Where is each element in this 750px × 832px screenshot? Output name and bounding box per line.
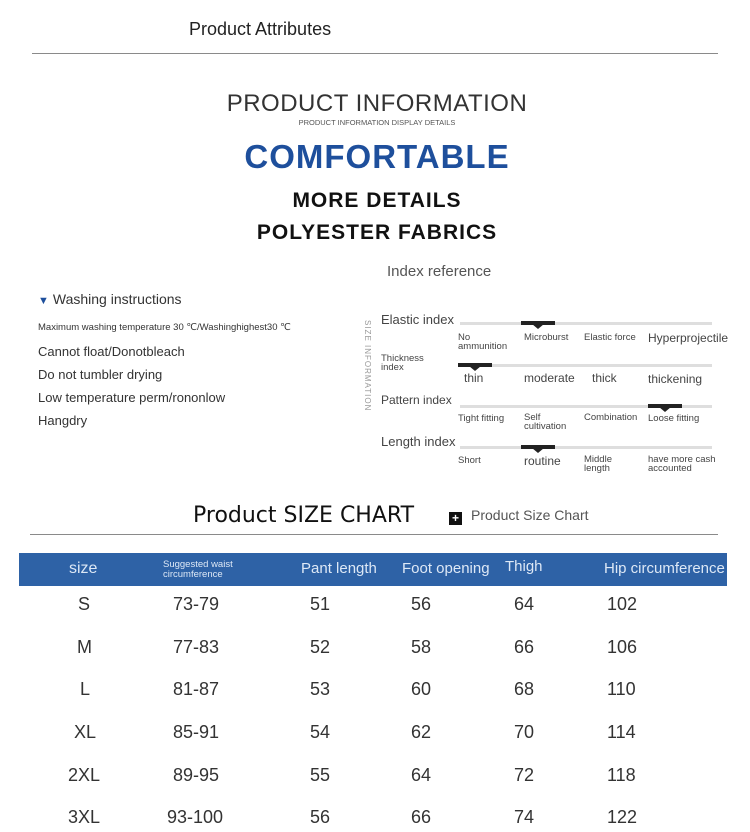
triangle-down-icon: ▼ — [38, 295, 49, 307]
table-cell-thigh: 66 — [514, 637, 535, 657]
table-cell-pant-length: 51 — [310, 594, 331, 614]
table-cell-waist: 77-83 — [173, 637, 220, 657]
table-cell-waist: 89-95 — [173, 765, 220, 785]
thickness-option: thick — [592, 371, 617, 385]
size-chart-subtitle: Product Size Chart — [471, 507, 589, 523]
pattern-option: Tight fitting — [458, 413, 505, 424]
table-cell-waist: 73-79 — [173, 594, 220, 614]
table-cell-size: M — [77, 637, 92, 657]
table-cell-hip: 114 — [607, 722, 636, 742]
column-header-foot-opening: Foot opening — [402, 560, 490, 577]
table-cell-waist: 93-100 — [167, 807, 224, 827]
table-cell-size: XL — [74, 722, 97, 742]
length-index-marker — [521, 445, 555, 449]
column-header-size: size — [69, 560, 98, 577]
more-details-heading: MORE DETAILS — [292, 189, 462, 212]
table-cell-hip: 102 — [607, 594, 638, 614]
table-cell-pant-length: 55 — [310, 765, 331, 785]
size-chart-divider — [30, 534, 718, 535]
table-cell-hip: 118 — [607, 765, 636, 785]
size-information-vertical-label: SIZE INFORMATION — [363, 320, 372, 412]
washing-title-text: Washing instructions — [52, 291, 182, 307]
table-cell-foot-opening: 62 — [411, 722, 432, 742]
elastic-option: Hyperprojectile — [648, 331, 729, 345]
table-cell-size: L — [80, 679, 91, 699]
top-divider — [32, 53, 718, 54]
table-cell-pant-length: 52 — [310, 637, 331, 657]
thickness-index-bar — [460, 364, 712, 367]
pattern-option: Combination — [584, 412, 638, 423]
length-option: routine — [524, 454, 561, 468]
table-cell-foot-opening: 58 — [411, 637, 432, 657]
pattern-option: Loose fitting — [648, 413, 700, 424]
thickness-option: thin — [464, 371, 484, 385]
table-cell-size: S — [78, 594, 91, 614]
table-cell-thigh: 64 — [514, 594, 535, 614]
table-cell-waist: 85-91 — [173, 722, 220, 742]
column-header-pant-length: Pant length — [301, 560, 377, 577]
table-cell-hip: 110 — [607, 679, 636, 699]
pattern-index-marker — [648, 404, 682, 408]
elastic-index-bar — [460, 322, 712, 325]
table-cell-foot-opening: 56 — [411, 594, 432, 614]
thickness-index-label: Thickness index — [381, 353, 424, 373]
pattern-option: Self cultivation — [524, 412, 567, 432]
table-cell-waist: 81-87 — [173, 679, 220, 699]
length-option: have more cash accounted — [648, 454, 716, 474]
washing-instructions-title — [38, 291, 182, 307]
table-cell-hip: 106 — [607, 637, 638, 657]
thickness-option: moderate — [524, 371, 575, 385]
table-cell-hip: 122 — [607, 807, 638, 827]
table-cell-foot-opening: 66 — [411, 807, 432, 827]
product-attributes-title: Product Attributes — [189, 19, 332, 39]
comfortable-heading: COMFORTABLE — [244, 138, 510, 175]
column-header-thigh: Thigh — [505, 558, 543, 575]
column-header-hip: Hip circumference — [604, 560, 725, 577]
elastic-option: Microburst — [524, 332, 569, 343]
product-information-title: PRODUCT INFORMATION — [226, 90, 528, 117]
elastic-index-label: Elastic index — [381, 312, 454, 327]
length-index-label: Length index — [381, 434, 456, 449]
table-cell-pant-length: 53 — [310, 679, 331, 699]
pattern-index-label: Pattern index — [381, 393, 452, 407]
length-option: Short — [458, 455, 481, 466]
plus-icon: + — [449, 512, 462, 525]
index-reference-title: Index reference — [387, 263, 492, 280]
table-cell-size: 3XL — [68, 807, 101, 827]
table-cell-thigh: 74 — [514, 807, 535, 827]
washing-line: Hangdry — [38, 413, 88, 428]
thickness-option: thickening — [648, 372, 703, 386]
product-information-subtitle: PRODUCT INFORMATION DISPLAY DETAILS — [298, 118, 456, 127]
thickness-index-marker — [458, 363, 492, 367]
washing-line: Maximum washing temperature 30 ℃/Washinghighest30 ℃ — [38, 322, 291, 333]
washing-line: Cannot float/Donotbleach — [38, 344, 185, 359]
washing-line: Do not tumbler drying — [38, 367, 163, 382]
table-cell-thigh: 72 — [514, 765, 535, 785]
table-cell-foot-opening: 60 — [411, 679, 432, 699]
table-cell-pant-length: 56 — [310, 807, 331, 827]
washing-line: Low temperature perm/rononlow — [38, 390, 226, 405]
elastic-option: Elastic force — [584, 332, 636, 343]
table-cell-pant-length: 54 — [310, 722, 331, 742]
table-cell-thigh: 68 — [514, 679, 535, 699]
length-index-bar — [460, 446, 712, 449]
elastic-option: No ammunition — [458, 332, 508, 352]
elastic-index-marker — [521, 321, 555, 325]
table-cell-size: 2XL — [68, 765, 101, 785]
size-chart-title: Product SIZE CHART — [193, 503, 415, 528]
fabric-heading: POLYESTER FABRICS — [256, 221, 498, 244]
table-cell-foot-opening: 64 — [411, 765, 432, 785]
length-option: Middle length — [584, 454, 612, 474]
column-header-waist: Suggested waist circumference — [163, 559, 233, 580]
table-cell-thigh: 70 — [514, 722, 535, 742]
